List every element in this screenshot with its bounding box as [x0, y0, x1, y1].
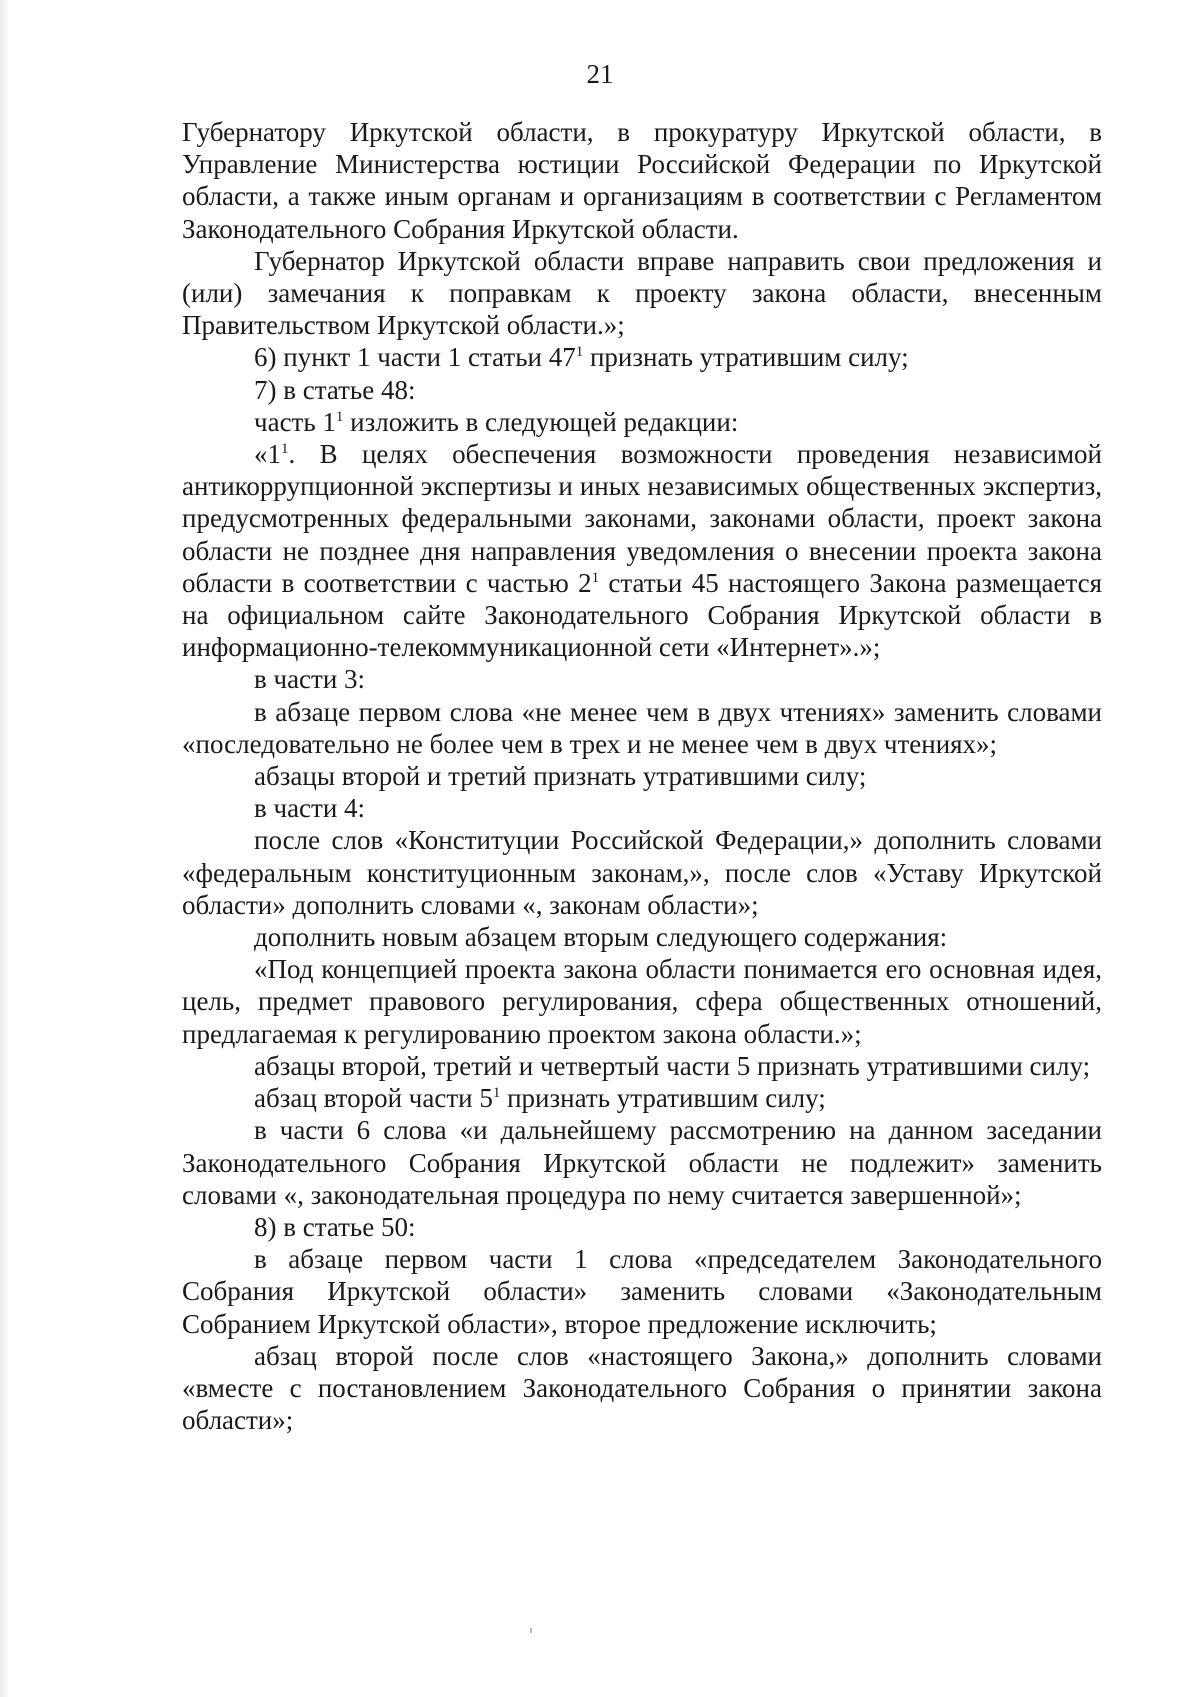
paragraph: [182, 374, 1102, 406]
paragraph: [182, 116, 1102, 245]
paragraph-text: признать утратившим силу;: [500, 1083, 826, 1114]
paragraph-text: статьи 45 настоящего Закона размещается на официальном сайте Законодательного Собрания Иркутской области в информационно-телекоммуникационной сети «Интернет».»;: [182, 567, 1102, 663]
page-number: 21: [586, 59, 614, 89]
paragraph-text: в абзаце первом слова «не менее чем в двух чтениях» заменить словами «последовательно не более чем в трех и не менее чем в двух чтениях»;: [182, 696, 1102, 759]
paragraph-text: Губернатор Иркутской области вправе направить свои предложения и (или) замечания к поправкам к проекту закона области, внесенным Правительством Иркутской области.»;: [182, 245, 1102, 341]
paragraph: [182, 953, 1102, 1050]
document-body: [182, 116, 1102, 1436]
scan-speck: [530, 1628, 532, 1633]
paragraph-text: . В целях обеспечения возможности проведения независимой антикоррупционной экспертизы и иных независимых общественных экспертиз, предусмотренных федеральными законами, законами области, проект закона области не позднее дня направления уведомления о внесении проекта закона области в соответствии с частью 2: [182, 439, 1102, 598]
paragraph: [182, 792, 1102, 824]
paragraph-text: дополнить новым абзацем вторым следующего содержания:: [254, 922, 948, 953]
paragraph: [182, 341, 1102, 373]
paragraph: [182, 663, 1102, 695]
paragraph-text: абзацы второй и третий признать утратившими силу;: [254, 761, 867, 792]
paragraph-text: «1: [254, 439, 281, 470]
paragraph: [182, 1243, 1102, 1340]
paragraph-text: 7) в статье 48:: [254, 374, 416, 405]
paragraph-text: 6) пункт 1 части 1 статьи 47: [254, 342, 576, 373]
paragraph: [182, 1211, 1102, 1243]
superscript: 1: [492, 1085, 501, 1102]
superscript: 1: [591, 569, 600, 586]
paragraph-text: признать утратившим силу;: [583, 342, 909, 373]
paragraph: [182, 760, 1102, 792]
scan-edge: [0, 0, 10, 1697]
paragraph-text: после слов «Конституции Российской Федерации,» дополнить словами «федеральным конституционным законам,», после слов «Уставу Иркутской области» дополнить словами «, законам области»;: [182, 825, 1102, 920]
paragraph: [182, 921, 1102, 953]
paragraph: [182, 696, 1102, 760]
paragraph: [182, 1114, 1102, 1211]
paragraph-text: Губернатору Иркутской области, в прокуратуру Иркутской области, в Управление Министерства юстиции Российской Федерации по Иркутской области, а также иным органам и организациям в соответствии с Регламентом Законодательного Собрания Иркутской области.: [182, 117, 1102, 244]
paragraph: [182, 824, 1102, 921]
paragraph: [182, 1340, 1102, 1437]
paragraph-text: в части 3:: [254, 664, 366, 695]
superscript: 1: [575, 344, 584, 361]
paragraph: [182, 245, 1102, 342]
paragraph-text: «Под концепцией проекта закона области понимается его основная идея, цель, предмет правового регулирования, сфера общественных отношений, предлагаемая к регулированию проектом закона области.»;: [182, 954, 1102, 1049]
paragraph-text: абзацы второй, третий и четвертый части 5 признать утратившими силу;: [254, 1050, 1091, 1081]
paragraph: [182, 406, 1102, 438]
paragraph-text: изложить в следующей редакции:: [343, 406, 739, 437]
paragraph-text: абзац второй после слов «настоящего Закона,» дополнить словами «вместе с постановлением Законодательного Собрания о принятии закона области»;: [182, 1340, 1102, 1436]
paragraph-text: часть 1: [254, 406, 336, 437]
superscript: 1: [281, 441, 289, 458]
paragraph-text: в части 6 слова «и дальнейшему рассмотрению на данном заседании Законодательного Собрания Иркутской области не подлежит» заменить словами «, законодательная процедура по нему считается завершенной»;: [182, 1115, 1102, 1210]
paragraph-text: абзац второй части 5: [254, 1083, 493, 1114]
paragraph-text: в абзаце первом части 1 слова «председателем Законодательного Собрания Иркутской области» заменить словами «Законодательным Собранием Иркутской области», второе предложение исключить;: [182, 1244, 1102, 1339]
superscript: 1: [335, 408, 344, 425]
paragraph: [182, 1050, 1102, 1082]
paragraph: [182, 438, 1102, 663]
paragraph-text: в части 4:: [254, 793, 366, 824]
paragraph: [182, 1082, 1102, 1114]
paragraph-text: 8) в статье 50:: [254, 1211, 416, 1242]
